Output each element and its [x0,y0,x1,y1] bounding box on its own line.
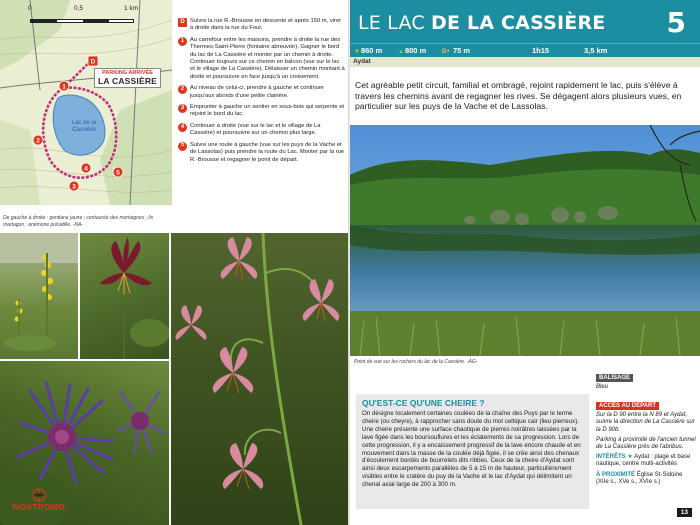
photo-caption: Point de vue sur les rochers du lac de la Cassière. -AG- [354,359,478,365]
stat-alt-max-value: 860 m [360,46,383,55]
publisher-logo [5,488,73,516]
stat-alt-min [398,46,426,55]
stat-distance: 3,5 km [584,46,608,55]
step-d [178,18,345,33]
scale-mid: 0,5 [74,5,84,12]
proximite-label: À PROXIMITÉ [596,471,636,478]
step-text: Au carrefour entre les maisons, prendre à droite la rue des Thermes-Saint-Pierre (fontaine abreuvoir). Gagner le bord du lac de La Cassière et monter par un chemin à droite. Continuer toujours sur ce chemin en balcon (vue sur le lac et le village de La Cassière). Délaisser un chemin montant à droite et poursuivre en face jusqu'à un croisement. [190,36,345,80]
step-text: Suivre la rue R.-Brousse en descente et après 150 m, virer à droite dans la rue du Four. [190,18,342,32]
region-band [350,57,700,67]
photo-gentian [0,233,78,359]
step-4 [178,123,345,138]
acces-label: ACCÈS AU DÉPART [596,402,659,410]
triangle-up-icon: ▼ [354,49,360,55]
stat-alt-max [354,46,382,55]
triangle-icon: ▲ [398,49,404,55]
logo-tagline: ÉDITIONS [30,511,48,515]
map-scale [12,3,140,25]
page-number: 13 [677,508,692,517]
svg-text:5: 5 [116,169,120,177]
logo-name: NOSTROMO [12,502,66,512]
photo-red-lily [80,233,169,359]
cheire-box [356,394,589,509]
interets-place: Aydat [634,454,650,461]
map-caption: De gauche à droite : gentiane jaune ; centaurée des montagnes ; lis martagon ; anémone pulsatille. -NA- [3,215,154,228]
interets-label: INTÉRÊTS [596,454,626,461]
map-drawing [0,0,172,205]
lake-label: Lac de la Cassière [71,120,97,133]
step-3 [178,104,345,119]
scale-bar [30,19,134,23]
stat-elevation-value: 75 m [452,46,471,55]
step-text: Suivre une route à gauche (vue sur les puys de la Vache et de Lassolas) puis prendre la route du Lac. Monter par la rue R.-Brousse et regagner le point de départ. [190,141,345,163]
svg-text:2: 2 [36,137,40,145]
step-text: Emprunter à gauche un sentier en sous-bois qui serpente et rejoint le bord du lac. [190,104,345,118]
step-marker: 1 [178,37,187,46]
region-label: Aydat [353,58,371,65]
stat-duration: 1h15 [532,46,550,55]
step-text: Continuer à droite (vue sur le lac et le village de La Cassière) et poursuivre sur un chemin plus large. [190,122,321,137]
svg-text:4: 4 [84,165,88,173]
step-marker: 2 [178,85,187,94]
box-title: QU'EST-CE QU'UNE CHEIRE ? [362,398,485,408]
title-bold: DE LA CASSIÈRE [431,12,606,34]
elevation-icon: D+ [442,49,450,55]
scale-start: 0 [28,5,32,12]
intro-text: Cet agréable petit circuit, familial et ombragé, rejoint rapidement le lac, puis s'élève à travers les chemins avant de regagner les rives. Se dégagent alors plusieurs vues, en particulier sur les puys de la Vache et de Lassolas. [355,80,682,112]
photo-martagon-lilies [171,233,348,525]
scale-end: 1 km [124,5,139,12]
step-marker: 5 [178,142,187,151]
acces-parking: Parking à proximité de l'ancien tunnel de La Cassière près de l'abribus. [596,436,696,451]
stat-elevation [442,46,470,55]
step-1 [178,37,345,81]
compass-icon [5,488,73,502]
step-marker: D [178,18,187,27]
star-icon: ★ [627,454,633,461]
proximite-line [596,472,696,486]
route-number: 5 [666,6,686,39]
title-band [350,0,700,43]
stat-alt-min-value: 800 m [404,46,427,55]
route-steps [178,18,345,168]
proximite-text: Église St-Sidoine (XIIe s., XVe s., XVIe s.) [596,471,683,485]
lake-photo [350,125,700,356]
page-title [358,12,605,34]
acces-text: Sur la D 90 entre la N 89 et Aydat, suivre la direction de La Cassière sur la D 90b. [596,412,695,433]
step-2 [178,85,345,100]
step-text: Au niveau de celui-ci, prendre à gauche et continuer jusqu'aux abords d'une petite clairière. [190,85,325,99]
title-light: LE LAC [358,12,425,34]
interets-text: plage et base nautique, centre multi-activités [596,454,691,468]
parking-label-text: PARKING ARRIVÉE [102,70,153,76]
step-marker: 4 [178,123,187,132]
practical-info [596,366,696,489]
right-page [350,0,700,525]
left-page [0,0,348,525]
stats-band [350,43,700,57]
step-marker: 3 [178,104,187,113]
svg-text:D: D [90,58,96,66]
parking-label [94,68,161,88]
balisage-label: BALISAGE [596,374,633,382]
box-text: On désigne localement certaines coulées de la chaîne des Puys par le terme cheire (ou cheyre), à rapprocher sans doute du mot celtique cair (lieu pierreux). Une cheire présente une surface chaotique de pierres noirâtres laissées par la lave figée dans les boursouflures et les éclatements de sa progression. Lors de cette progression, il y a encaissement progressif de la lave encore chaude et en mouvement dans la masse de la coulée déjà figée, il se crée ainsi des chenaux d'écoulement bordés de bourrelets dits ribbes. Ceux de la cheire d'Aydat sont ainsi deux escarpements parallèles de 5 à 15 m de hauteur, particulièrement visibles entre le cratère du puy de la Vache et le lac d'Aydat qui délimitent un chenal axial large de 200 à 300 m. [362,410,581,489]
place-label-text: LA CASSIÈRE [98,76,158,86]
step-5 [178,142,345,164]
svg-text:3: 3 [72,183,76,191]
balisage-value: Bleu [596,384,609,390]
interets-line: INTÉRÊTS ★ Aydat : plage et base nautique, centre multi-activités [596,454,691,468]
route-map [0,0,172,205]
svg-text:1: 1 [62,83,66,91]
